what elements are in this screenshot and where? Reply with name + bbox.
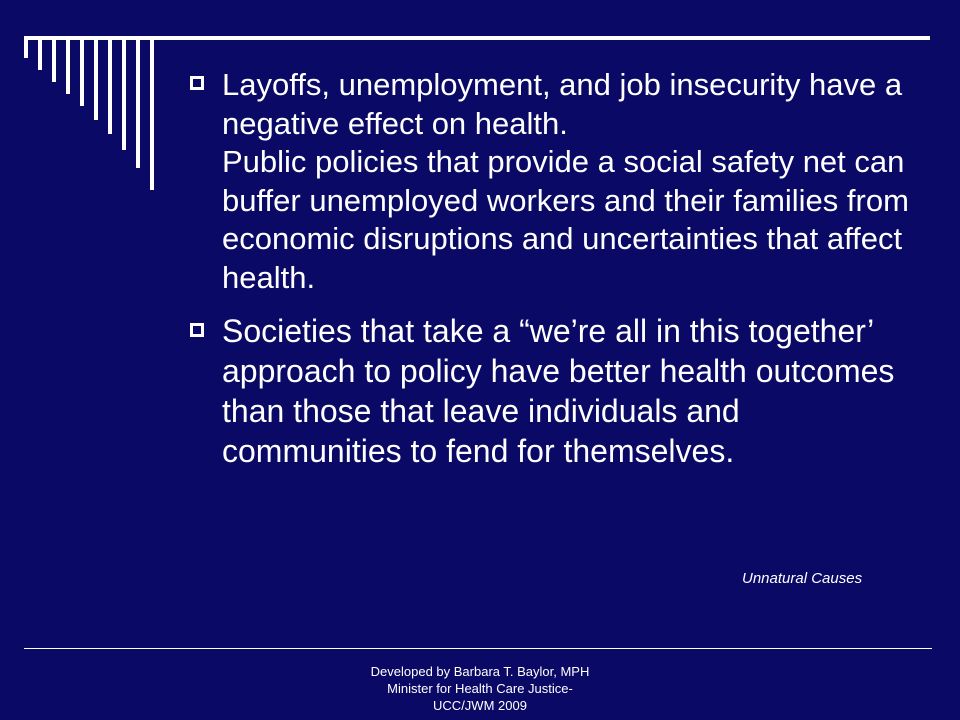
bullet-paragraph: Public policies that provide a social safety net can buffer unemployed workers and their families from economic disruptions and uncertainties that affect health. bbox=[222, 144, 909, 295]
footer-line: UCC/JWM 2009 bbox=[433, 698, 527, 713]
footer bbox=[290, 663, 670, 714]
bullet-paragraph: Societies that take a “we’re all in this together’ approach to policy have better health outcomes than those that leave individuals and communities to fend for themselves. bbox=[222, 313, 895, 469]
source-citation: Unnatural Causes bbox=[742, 570, 863, 587]
decorative-bar bbox=[94, 40, 98, 120]
decorative-bar bbox=[122, 40, 126, 150]
decorative-bars bbox=[24, 40, 164, 200]
square-bullet-icon bbox=[190, 76, 204, 90]
decorative-bar bbox=[52, 40, 56, 82]
decorative-bar bbox=[150, 40, 154, 190]
decorative-bar bbox=[24, 40, 28, 58]
bullet-list bbox=[186, 66, 916, 471]
decorative-bar bbox=[136, 40, 140, 168]
decorative-bar bbox=[38, 40, 42, 70]
bullet-item bbox=[186, 66, 916, 297]
square-bullet-icon bbox=[190, 323, 204, 337]
decorative-bar bbox=[108, 40, 112, 134]
decorative-bar bbox=[66, 40, 70, 94]
footer-line: Minister for Health Care Justice- bbox=[387, 681, 573, 696]
decorative-bar bbox=[80, 40, 84, 106]
bottom-rule bbox=[24, 648, 932, 649]
bullet-item bbox=[186, 311, 916, 471]
bullet-paragraph: Layoffs, unemployment, and job insecurity have a negative effect on health. bbox=[222, 67, 903, 141]
footer-line: Developed by Barbara T. Baylor, MPH bbox=[370, 664, 590, 679]
